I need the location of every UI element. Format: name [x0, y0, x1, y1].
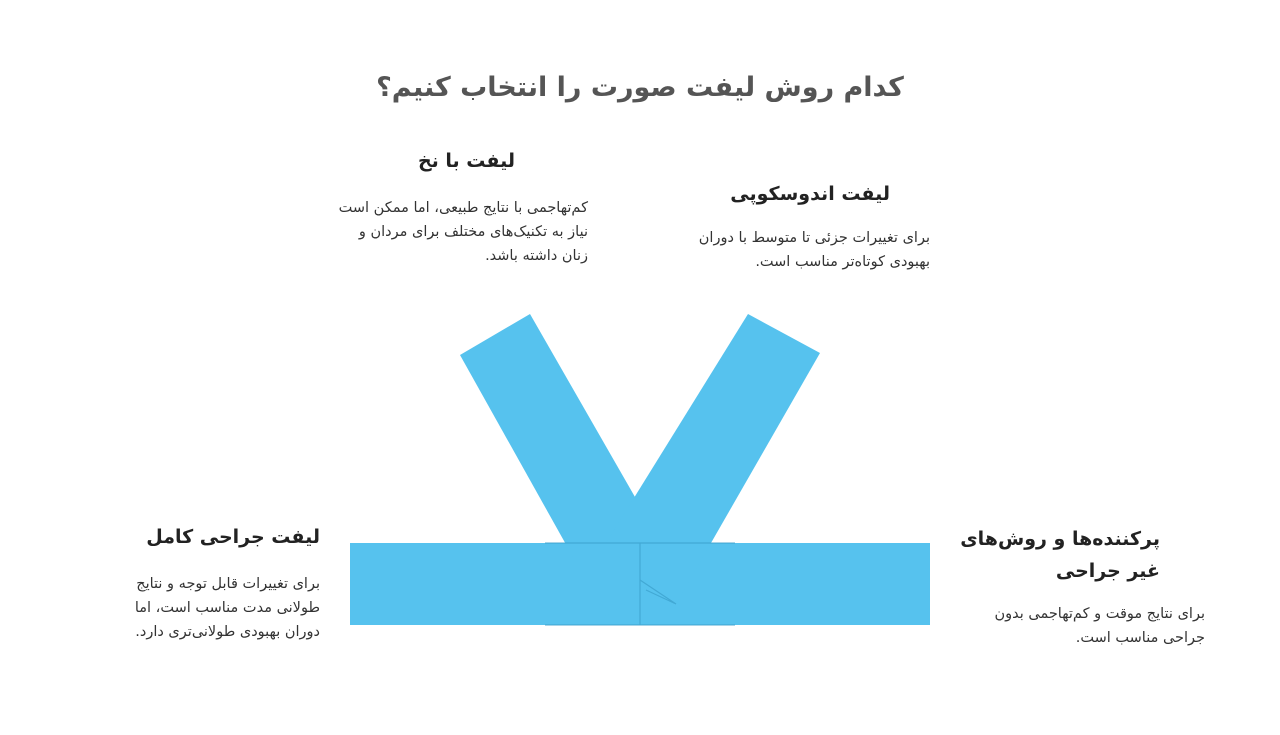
option-description-thread-lift: کم‌تهاجمی با نتایج طبیعی، اما ممکن است نیاز به تکنیک‌های مختلف برای مردان و زنان داشته باشد. [338, 200, 588, 264]
option-heading-endoscopic-lift: لیفت اندوسکوپی [730, 183, 890, 205]
page-title: کدام روش لیفت صورت را انتخاب کنیم؟ [376, 72, 904, 103]
option-description-endoscopic-lift: برای تغییرات جزئی تا متوسط با دوران بهبودی کوتاه‌تر مناسب است. [698, 230, 930, 270]
option-heading-non-surgical: پرکننده‌ها و روش‌های غیر جراحی [960, 528, 1160, 582]
option-heading-surgical-lift: لیفت جراحی کامل [146, 526, 320, 548]
option-description-surgical-lift: برای تغییرات قابل توجه و نتایج طولانی مدت مناسب است، اما دوران بهبودی طولانی‌تری دارد. [134, 576, 320, 640]
option-description-non-surgical: برای نتایج موقت و کم‌تهاجمی بدون جراحی مناسب است. [994, 606, 1205, 646]
option-heading-thread-lift: لیفت با نخ [417, 150, 515, 172]
